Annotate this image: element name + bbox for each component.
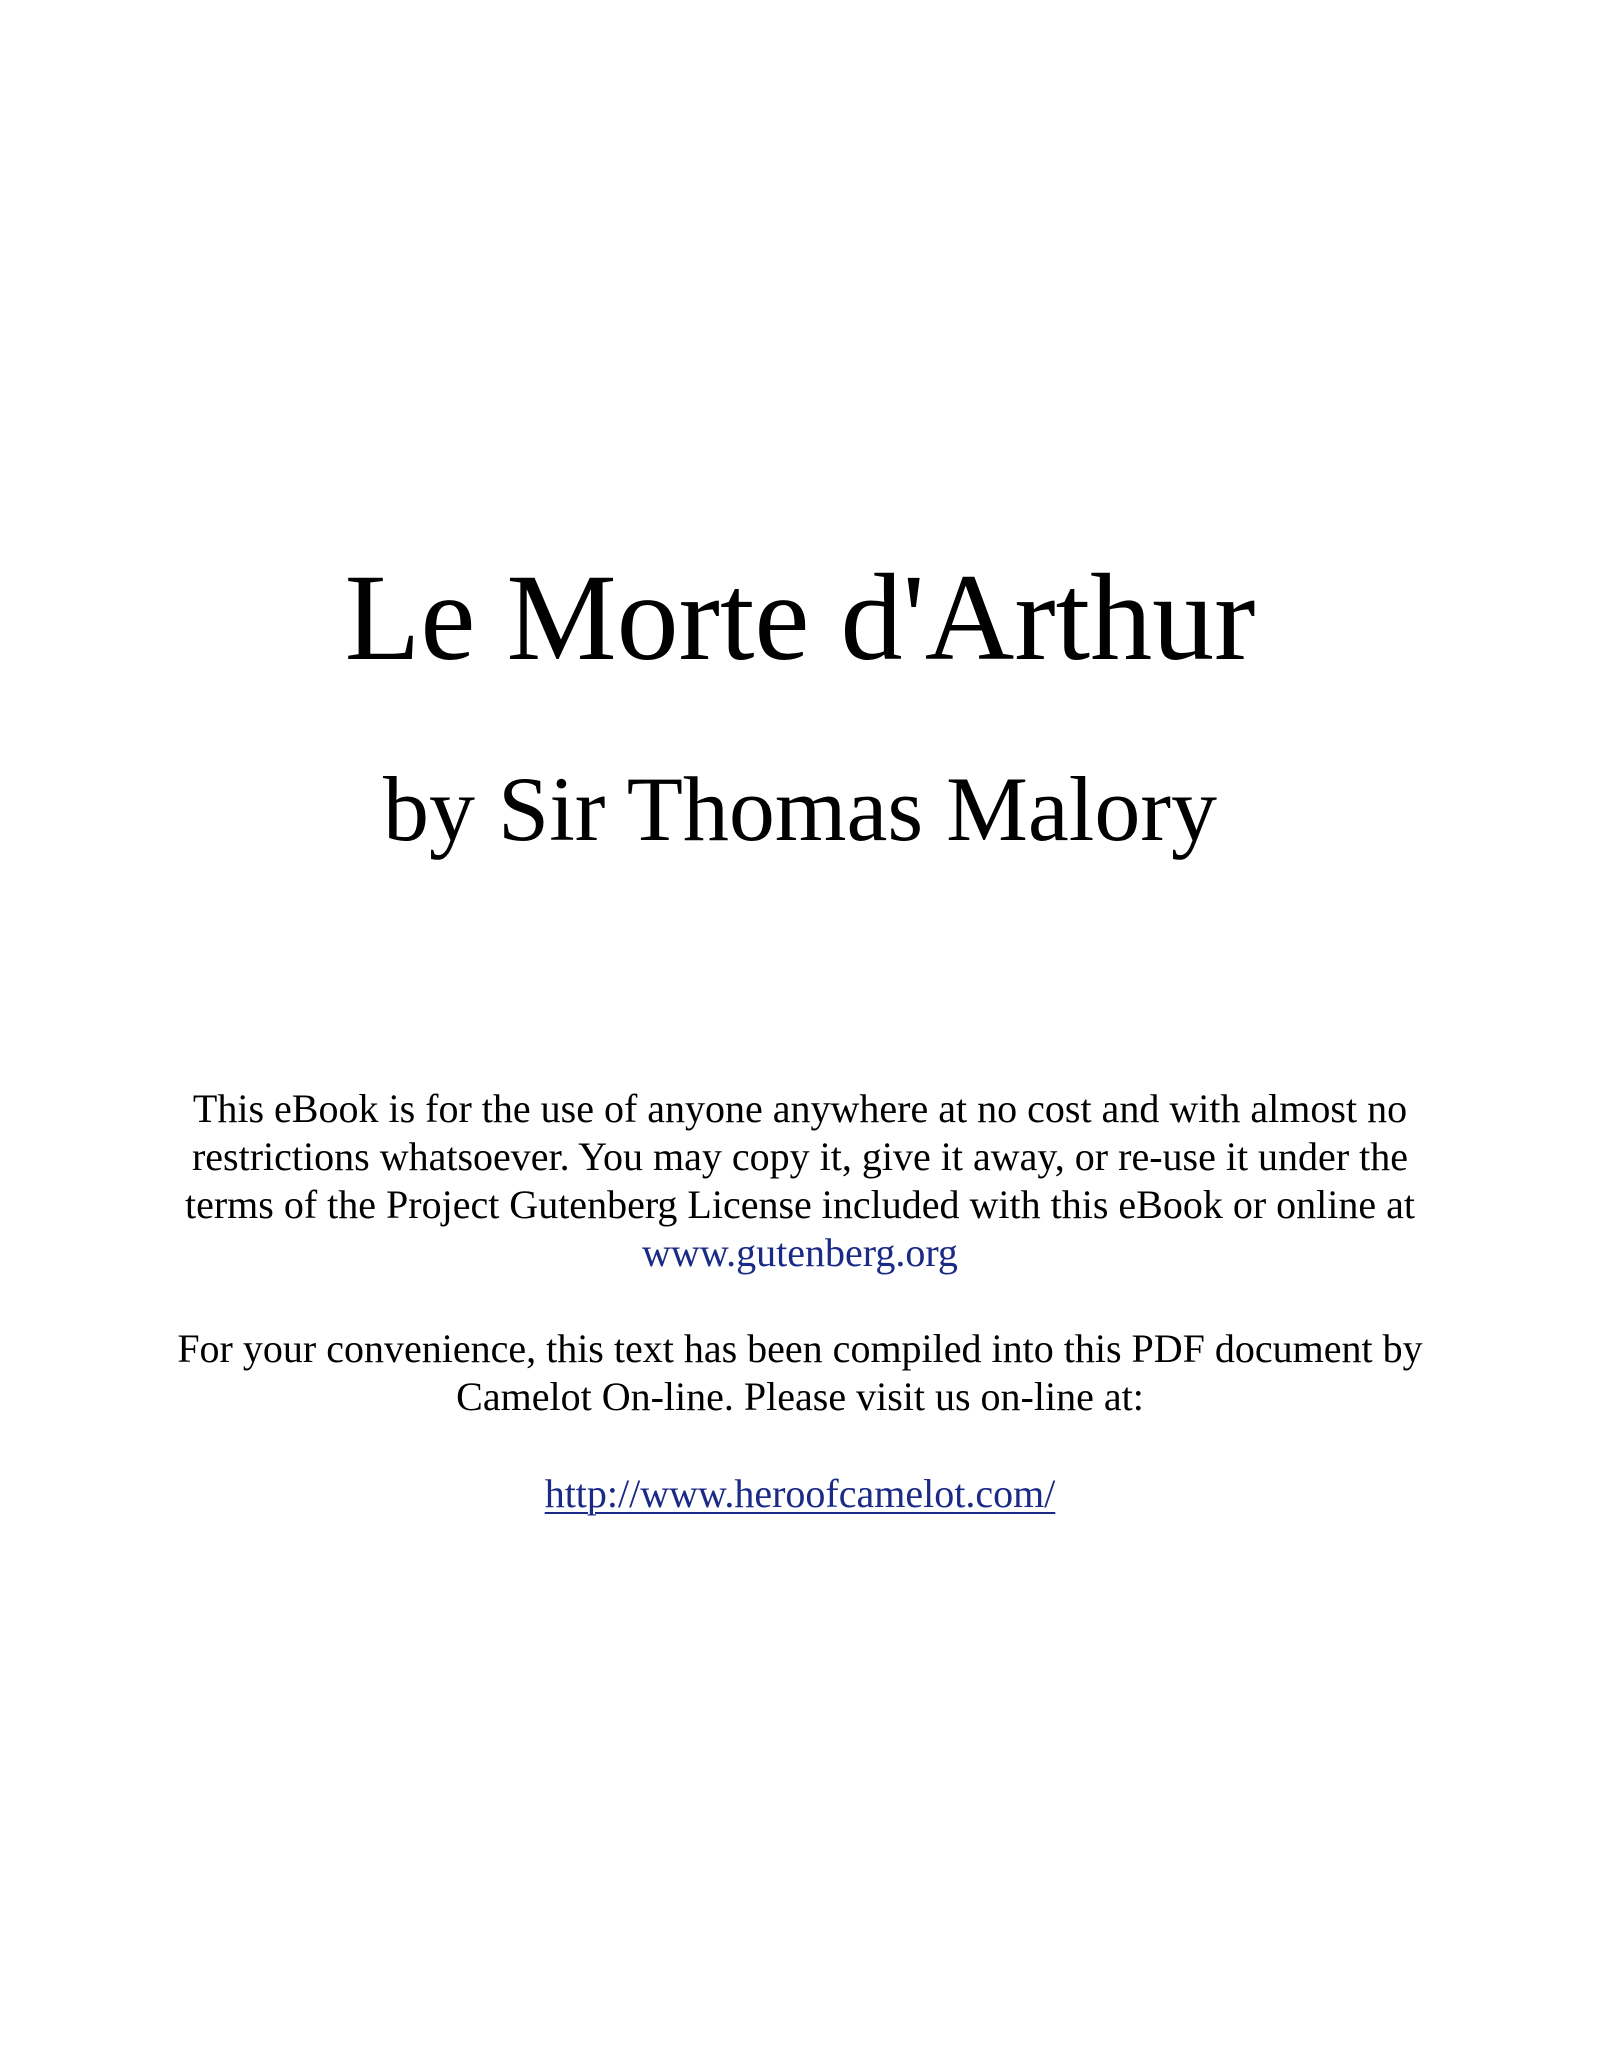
compiled-notice (0, 1325, 1600, 1421)
website-link[interactable]: http://www.heroofcamelot.com/ (544, 1471, 1056, 1516)
book-title: Le Morte d'Arthur (344, 549, 1256, 686)
compiled-line-2: Camelot On-line. Please visit us on-line at: (456, 1374, 1144, 1419)
gutenberg-link[interactable]: www.gutenberg.org (642, 1230, 958, 1275)
website-paragraph (0, 1470, 1600, 1518)
license-line-1: This eBook is for the use of anyone anywhere at no cost and with almost no (192, 1086, 1408, 1131)
license-notice (0, 1085, 1600, 1277)
license-line-2: restrictions whatsoever. You may copy it, give it away, or re-use it under the (191, 1134, 1408, 1179)
license-line-3: terms of the Project Gutenberg License included with this eBook or online at (184, 1182, 1416, 1227)
compiled-line-1: For your convenience, this text has been compiled into this PDF document by (177, 1326, 1423, 1371)
book-author: by Sir Thomas Malory (383, 758, 1217, 860)
